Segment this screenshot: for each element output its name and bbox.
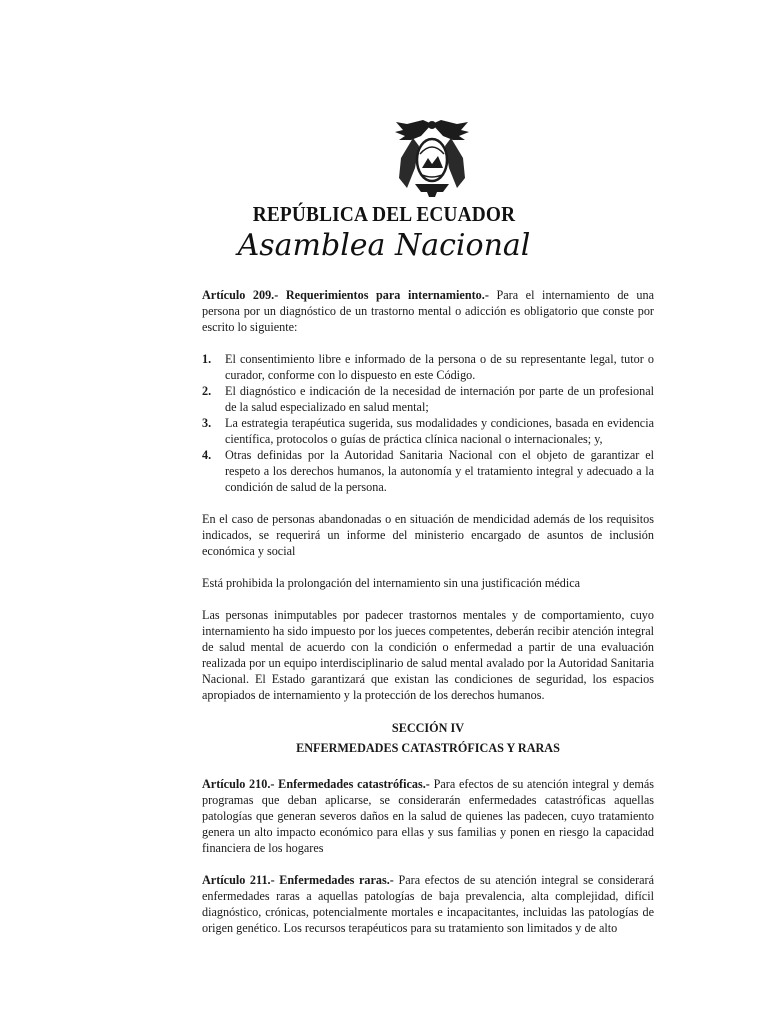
assembly-title: Asamblea Nacional xyxy=(237,228,531,263)
republic-title: REPÚBLICA DEL ECUADOR xyxy=(252,202,516,226)
article-210-text: Para efectos de su atención integral y demás programas que deban aplicarse, se considerarán enfermedades catastróficas aquellas patologías que generan severos daños en la salud de quienes las padecen, cuyo tratamiento genera un alto impacto económico para ellas y sus familias y ponen en riesgo la capacidad financiera de los hogares xyxy=(202,777,655,855)
paragraph-prolongation: Está prohibida la prolongación del internamiento sin una justificación médica xyxy=(202,576,581,590)
article-210-title: Artículo 210.- Enfermedades catastróficas.- xyxy=(202,777,430,791)
section-title: ENFERMEDADES CATASTRÓFICAS Y RARAS xyxy=(296,741,560,755)
coat-of-arms-ecuador-icon xyxy=(393,118,471,198)
list-item-text: El consentimiento libre e informado de la persona o de su representante legal, tutor o curador, conforme con lo dispuesto en este Código. xyxy=(225,352,654,382)
article-209-title: Artículo 209.- Requerimientos para internamiento.- xyxy=(202,288,489,302)
document-body xyxy=(202,287,654,936)
list-item-text: Otras definidas por la Autoridad Sanitaria Nacional con el objeto de garantizar el respeto a los derechos humanos, la autonomía y el tratamiento integral y adecuado a la condición de salud de la persona. xyxy=(225,448,654,494)
list-item xyxy=(202,447,654,495)
article-211-text: Para efectos de su atención integral se considerará enfermedades raras a aquellas patologías de baja prevalencia, alta complejidad, difícil diagnóstico, crónicas, potencialmente mortales e incapacitantes, incluidas las patologías de origen genético. Los recursos terapéuticos para su tratamiento son limitados y de alto xyxy=(202,873,655,935)
requirements-list xyxy=(202,351,654,495)
list-item xyxy=(202,351,654,383)
paragraph-abandoned-persons: En el caso de personas abandonadas o en situación de mendicidad además de los requisitos indicados, se requerirá un informe del ministerio encargado de asuntos de inclusión económica y social xyxy=(202,512,654,558)
article-209-intro-text: Para el internamiento de una persona por un diagnóstico de un trastorno mental o adicción es obligatorio que conste por escrito lo siguiente: xyxy=(202,288,654,334)
paragraph-inimputable: Las personas inimputables por padecer trastornos mentales y de comportamiento, cuyo internamiento ha sido impuesto por los jueces competentes, deberán recibir atención integral de salud mental de acuerdo con la condición o enfermedad a partir de una evaluación realizada por un equipo interdisciplinario de salud mental avalado por la Autoridad Sanitaria Nacional. El Estado garantizará que existan las condiciones de seguridad, los espacios apropiados de internamiento y la protección de los derechos humanos. xyxy=(202,608,654,702)
list-item-number: 4. xyxy=(202,448,212,462)
list-item-text: La estrategia terapéutica sugerida, sus modalidades y condiciones, basada en evidencia científica, protocolos o guías de práctica clínica nacional o internacionales; y, xyxy=(225,416,654,446)
article-210 xyxy=(202,776,654,856)
article-211 xyxy=(202,872,654,936)
article-209-intro xyxy=(202,287,654,335)
list-item-number: 3. xyxy=(202,416,212,430)
section-number: SECCIÓN IV xyxy=(391,721,465,735)
list-item-text: El diagnóstico e indicación de la necesidad de internación por parte de un profesional de la salud especializado en salud mental; xyxy=(225,384,654,414)
list-item xyxy=(202,383,654,415)
list-item-number: 1. xyxy=(202,352,212,366)
list-item-number: 2. xyxy=(202,384,212,398)
list-item xyxy=(202,415,654,447)
article-211-title: Artículo 211.- Enfermedades raras.- xyxy=(202,873,394,887)
